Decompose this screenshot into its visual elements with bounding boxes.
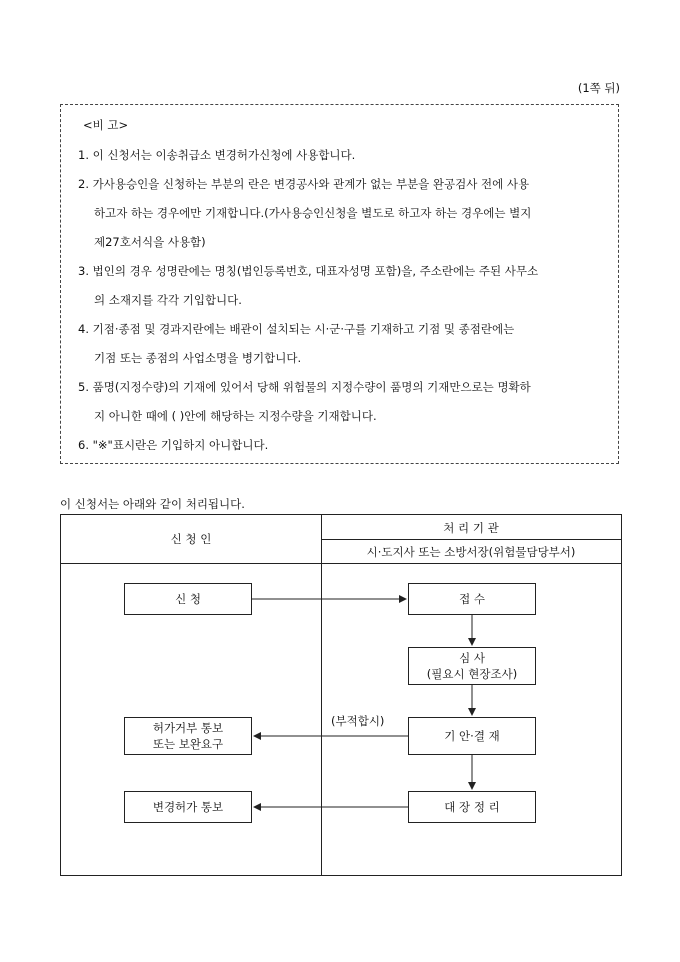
note-text: 2. 가사용승인을 신청하는 부분의 란은 변경공사와 관계가 없는 부분을 완공검사 전에 사용 <box>78 177 530 191</box>
flow-arrows <box>61 515 621 875</box>
note-item <box>78 257 618 315</box>
notes-box <box>60 104 619 464</box>
note-text: 3. 법인의 경우 성명란에는 명칭(법인등록번호, 대표자성명 포함)을, 주소란에는 주된 사무소 <box>78 264 539 278</box>
receive-label: 접 수 <box>459 592 485 606</box>
note-text: 1. 이 신청서는 이송취급소 변경허가신청에 사용합니다. <box>78 148 356 162</box>
note-text: 6. "※"표시란은 기입하지 아니합니다. <box>78 438 269 452</box>
note-item <box>78 141 618 170</box>
note-text: 4. 기점·종점 및 경과지란에는 배관이 설치되는 시·군·구를 기재하고 기점 및 종점란에는 <box>78 322 515 336</box>
draft-label: 기 안·결 재 <box>444 729 500 743</box>
review-sublabel: (필요시 현장조사) <box>426 667 518 681</box>
note-text-continued: 하고자 하는 경우에만 기재합니다.(가사용승인신청을 별도로 하고자 하는 경우에는 별지 <box>94 206 532 220</box>
reject-sublabel: 또는 보완요구 <box>152 737 224 751</box>
processor-subheader: 시·도지사 또는 소방서장(위험물담당부서) <box>366 545 576 559</box>
process-flowchart <box>60 514 622 876</box>
review-label: 심 사 <box>459 651 485 665</box>
processor-header: 처 리 기 관 <box>443 521 499 535</box>
applicant-header: 신 청 인 <box>170 532 212 546</box>
page-label: (1쪽 뒤) <box>577 81 620 95</box>
notes-heading: <비 고> <box>83 118 129 132</box>
note-text: 5. 품명(지정수량)의 기재에 있어서 당해 위험물의 지정수량이 품명의 기재만으로는 명확하 <box>78 380 531 394</box>
note-item <box>78 315 618 373</box>
approve-label: 변경허가 통보 <box>152 800 224 814</box>
note-item <box>78 170 618 257</box>
apply-label: 신 청 <box>175 592 201 606</box>
register-label: 대 장 정 리 <box>444 800 500 814</box>
note-item <box>78 373 618 431</box>
reject-label: 허가거부 통보 <box>152 721 224 735</box>
unfit-note: (부적합시) <box>331 714 385 728</box>
note-text-continued: 기점 또는 종점의 사업소명을 병기합니다. <box>94 351 302 365</box>
note-text-continued: 지 아니한 때에 ( )안에 해당하는 지정수량을 기재합니다. <box>94 409 377 423</box>
note-item <box>78 431 618 460</box>
flow-intro: 이 신청서는 아래와 같이 처리됩니다. <box>60 497 245 511</box>
note-text-continued: 제27호서식을 사용함) <box>94 235 206 249</box>
note-text-continued: 의 소재지를 각각 기입합니다. <box>94 293 242 307</box>
